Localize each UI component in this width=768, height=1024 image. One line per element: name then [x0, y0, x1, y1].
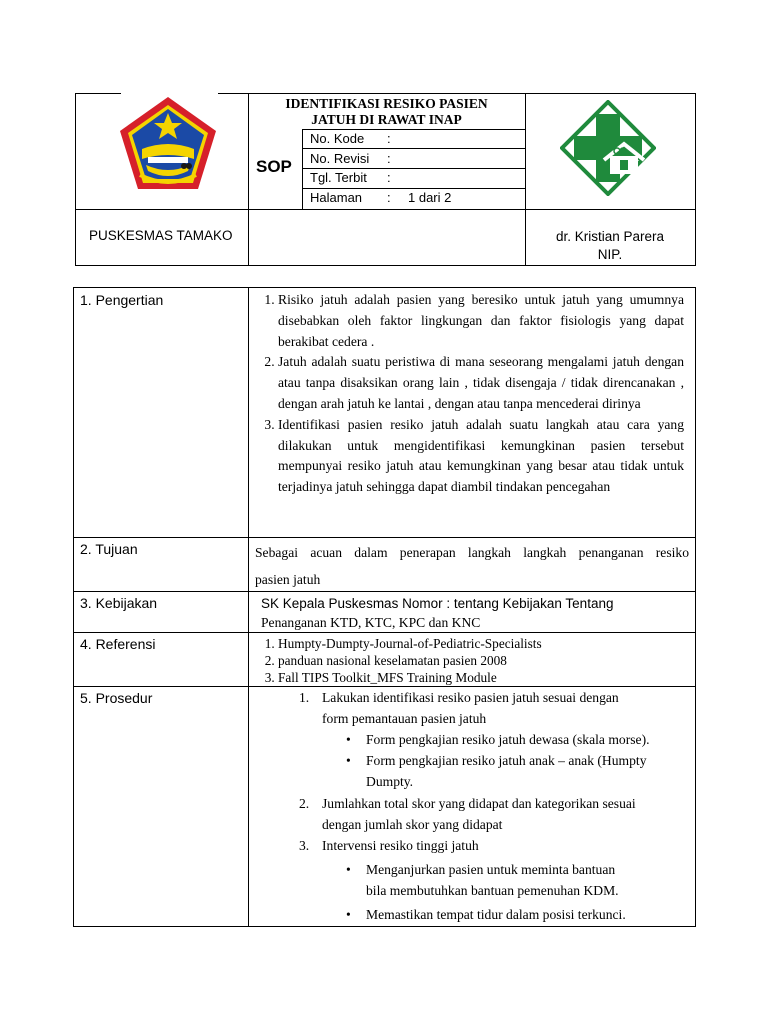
signer-nip: NIP.: [597, 247, 623, 262]
prosedur-bullet: • Memastikan tempat tidur dalam posisi terkunci.: [342, 905, 688, 926]
label-kebijakan: 3. Kebijakan: [80, 595, 158, 611]
label-tujuan: 2. Tujuan: [80, 541, 138, 557]
referensi-item: 1. Humpty-Dumpty-Journal-of-Pediatric-Specialists: [278, 635, 684, 652]
pengertian-item: 3. Identifikasi pasien resiko jatuh adalah suatu langkah atau cara yang dilakukan untuk mengidentifikasi kemungkinan pasien tersebut mempunyai resiko jatuh atau kemungkinan yang besar atau tidak untuk terjadinya jatuh sehingga dapat diambil tindakan pencegahan: [278, 415, 684, 498]
meta-no-revisi: No. Revisi :: [310, 151, 391, 166]
label-pengertian: 1. Pengertian: [80, 292, 164, 308]
signer-name: dr. Kristian Parera: [555, 229, 665, 244]
prosedur-bullet: • Menganjurkan pasien untuk meminta bantuan bila membutuhkan bantuan pemenuhan KDM.: [342, 860, 688, 902]
referensi-content: [254, 635, 684, 686]
sop-label: SOP: [256, 157, 292, 176]
referensi-item: 2. panduan nasional keselamatan pasien 2008: [278, 652, 684, 669]
prosedur-step-1-bullets: [342, 730, 688, 792]
prosedur-step-1: Lakukan identifikasi resiko pasien jatuh sesuai dengan form pemantauan pasien jatuh: [322, 690, 619, 726]
regional-emblem-logo: [118, 95, 218, 193]
prosedur-step-3: Intervensi resiko tinggi jatuh: [322, 838, 479, 853]
prosedur-step-3-bullets: [342, 860, 688, 925]
prosedur-bullet: • Form pengkajian resiko jatuh anak – anak (Humpty Dumpty.: [342, 751, 688, 793]
kebijakan-line1: SK Kepala Puskesmas Nomor : tentang Kebijakan Tentang: [261, 596, 614, 611]
meta-no-kode: No. Kode :: [310, 131, 391, 146]
kebijakan-line2: Penanganan KTD, KTC, KPC dan KNC: [261, 615, 481, 630]
referensi-item: 3. Fall TIPS Toolkit_MFS Training Module: [278, 669, 684, 686]
tujuan-content: Sebagai acuan dalam penerapan langkah langkah penanganan resiko pasien jatuh: [255, 545, 689, 587]
prosedur-step-2: Jumlahkan total skor yang didapat dan kategorikan sesuai dengan jumlah skor yang didapat: [322, 796, 636, 832]
puskesmas-logo: [560, 100, 656, 196]
pengertian-item: 2. Jatuh adalah suatu peristiwa di mana seseorang mengalami jatuh dengan atau tanpa disaksikan orang lain , tidak disengaja / tidak direncanakan , dengan arah jatuh ke lantai , dengan atau tanpa mencederai dirinya: [278, 352, 684, 414]
signer-block: [525, 228, 695, 264]
pengertian-content: [256, 290, 684, 498]
meta-halaman: Halaman : 1 dari 2: [310, 190, 452, 205]
label-referensi: 4. Referensi: [80, 636, 156, 652]
document-title: IDENTIFIKASI RESIKO PASIEN JATUH DI RAWAT INAP: [285, 96, 488, 127]
prosedur-bullet: • Form pengkajian resiko jatuh dewasa (skala morse).: [342, 730, 688, 751]
pengertian-item: 1. Risiko jatuh adalah pasien yang beresiko untuk jatuh yang umumnya disebabkan oleh faktor lingkungan dan faktor fisiologis yang dapat berakibat cedera .: [278, 290, 684, 352]
org-name: PUSKESMAS TAMAKO: [89, 228, 233, 243]
label-prosedur: 5. Prosedur: [80, 690, 153, 706]
meta-tgl-terbit: Tgl. Terbit :: [310, 170, 391, 185]
